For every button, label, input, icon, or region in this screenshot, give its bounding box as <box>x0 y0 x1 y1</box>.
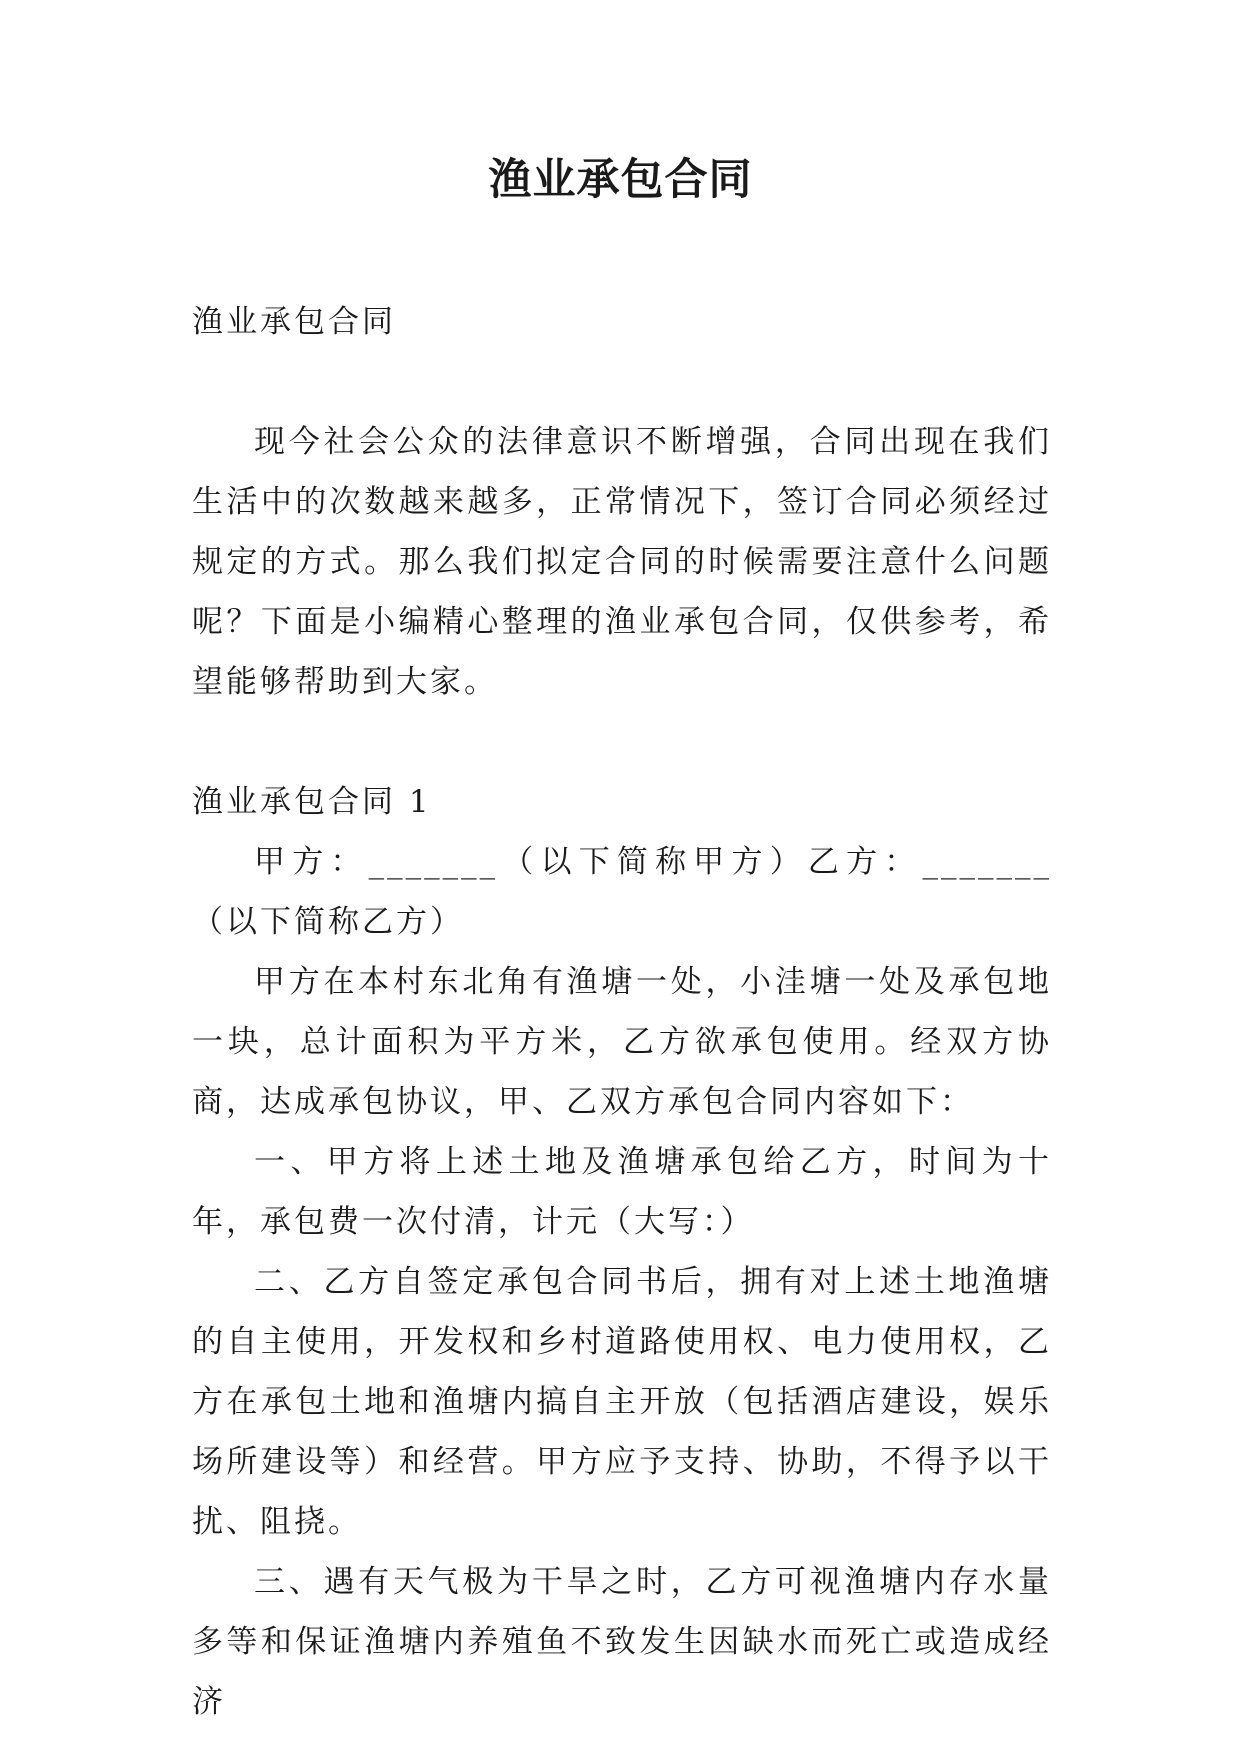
clause-3: 三、遇有天气极为干旱之时，乙方可视渔塘内存水量多等和保证渔塘内养殖鱼不致发生因缺水而死亡或造成经济 <box>192 1564 1052 1720</box>
clause-1: 一、甲方将上述土地及渔塘承包给乙方，时间为十年，承包费一次付清，计元（大写：） <box>192 1144 1052 1240</box>
document-subtitle: 渔业承包合同 <box>192 304 396 340</box>
intro-paragraph: 现今社会公众的法律意识不断增强，合同出现在我们生活中的次数越来越多，正常情况下，签订合同必须经过规定的方式。那么我们拟定合同的时候需要注意什么问题呢？下面是小编精心整理的渔业承包合同，仅供参考，希望能够帮助到大家。 <box>192 424 1052 700</box>
clause-2: 二、乙方自签定承包合同书后，拥有对上述土地渔塘的自主使用，开发权和乡村道路使用权、电力使用权，乙方在承包土地和渔塘内搞自主开放（包括酒店建设，娱乐场所建设等）和经营。甲方应予支持、协助，不得予以干扰、阻挠。 <box>192 1264 1052 1540</box>
document-title: 渔业承包合同 <box>488 155 753 205</box>
paragraph-1: 甲方在本村东北角有渔塘一处，小洼塘一处及承包地一块，总计面积为平方米，乙方欲承包使用。经双方协商，达成承包协议，甲、乙双方承包合同内容如下： <box>192 964 1052 1120</box>
document-body <box>192 292 1052 1732</box>
section-heading: 渔业承包合同 1 <box>192 784 432 820</box>
parties-paragraph: 甲方：_______（以下简称甲方）乙方：_______（以下简称乙方） <box>192 844 1052 940</box>
